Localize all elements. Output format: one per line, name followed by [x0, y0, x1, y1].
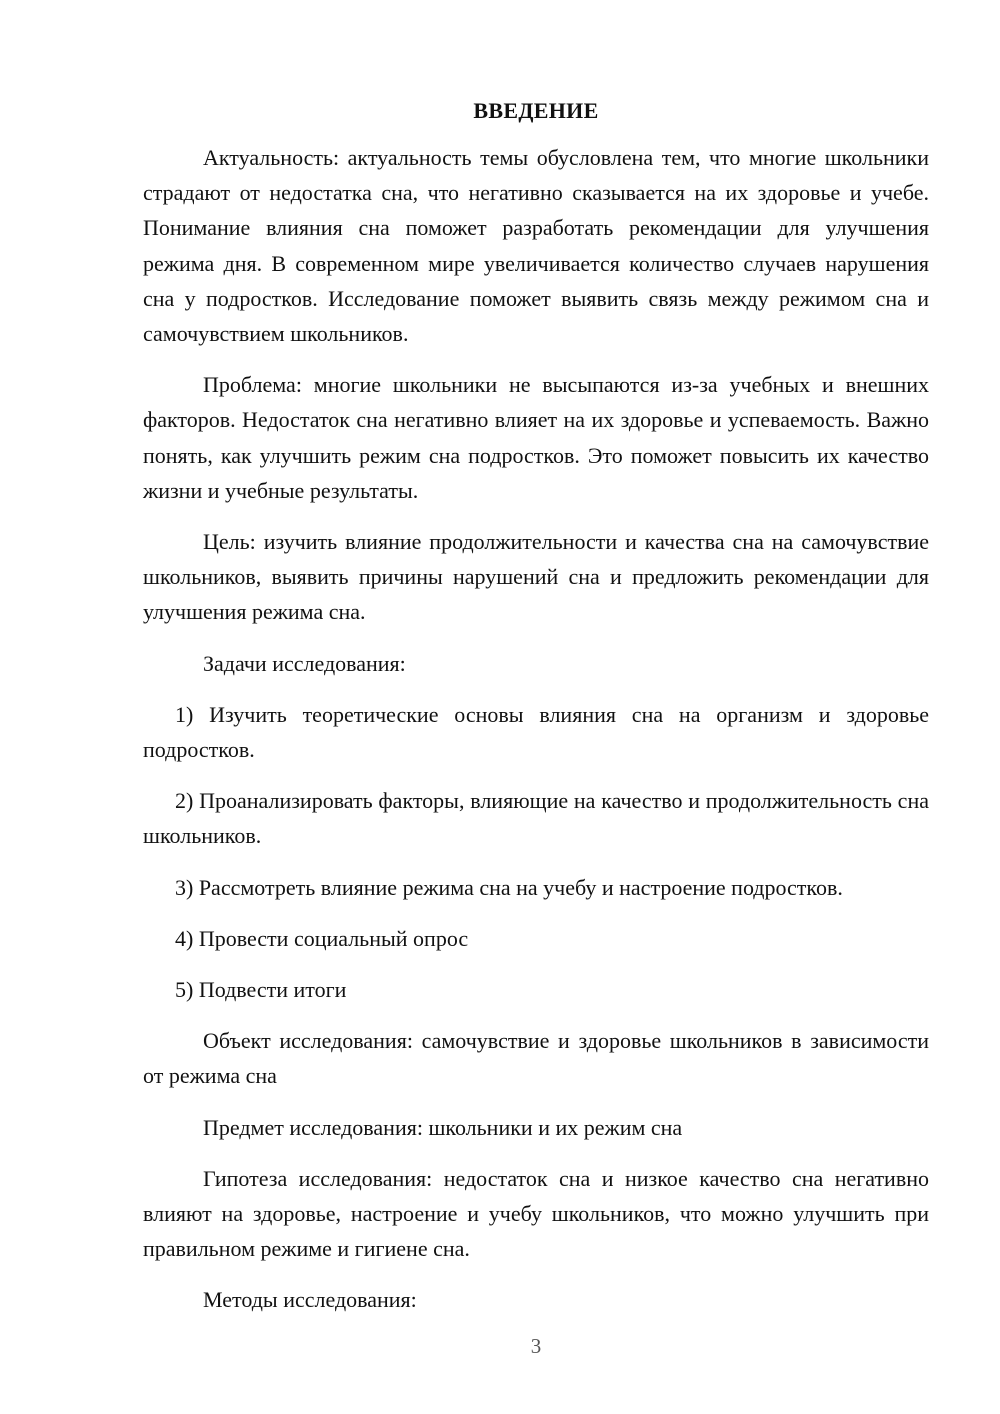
task-item-2: 2) Проанализировать факторы, влияющие на качество и продолжительность сна школьников.: [143, 788, 929, 849]
tasks-heading: Задачи исследования:: [203, 650, 406, 676]
paragraph-relevance: Актуальность: актуальность темы обусловлена тем, что многие школьники страдают от недостатка сна, что негативно сказывается на их здоровье и учебе. Понимание влияния сна поможет разработать рекомендации для улучшения режима дня. В современном мире увеличивается количество случаев нарушения сна у подростков. Исследование поможет выявить связь между режимом сна и самочувствием школьников.: [143, 145, 929, 347]
methods-heading: Методы исследования:: [203, 1287, 417, 1313]
task-item-4: 4) Провести социальный опрос: [175, 925, 469, 951]
task-item-3: 3) Рассмотреть влияние режима сна на учебу и настроение подростков.: [175, 874, 843, 900]
paragraph-hypothesis: Гипотеза исследования: недостаток сна и низкое качество сна негативно влияют на здоровье, настроение и учебу школьников, что можно улучшить при правильном режиме и гигиене сна.: [143, 1165, 929, 1262]
page-title: ВВЕДЕНИЕ: [473, 98, 599, 123]
paragraph-subject: Предмет исследования: школьники и их режим сна: [203, 1114, 683, 1140]
document-page: [143, 96, 929, 1334]
page-number: 3: [530, 1334, 542, 1358]
paragraph-problem: Проблема: многие школьники не высыпаются из-за учебных и внешних факторов. Недостаток сна негативно влияет на их здоровье и успеваемость. Важно понять, как улучшить режим сна подростков. Это поможет повысить их качество жизни и учебные результаты.: [143, 372, 929, 503]
task-item-5: 5) Подвести итоги: [175, 977, 347, 1003]
task-item-1: 1) Изучить теоретические основы влияния сна на организм и здоровье подростков.: [143, 701, 929, 763]
paragraph-object: Объект исследования: самочувствие и здоровье школьников в зависимости от режима сна: [143, 1028, 929, 1089]
paragraph-goal: Цель: изучить влияние продолжительности и качества сна на самочувствие школьников, выявить причины нарушений сна и предложить рекомендации для улучшения режима сна.: [143, 529, 929, 625]
